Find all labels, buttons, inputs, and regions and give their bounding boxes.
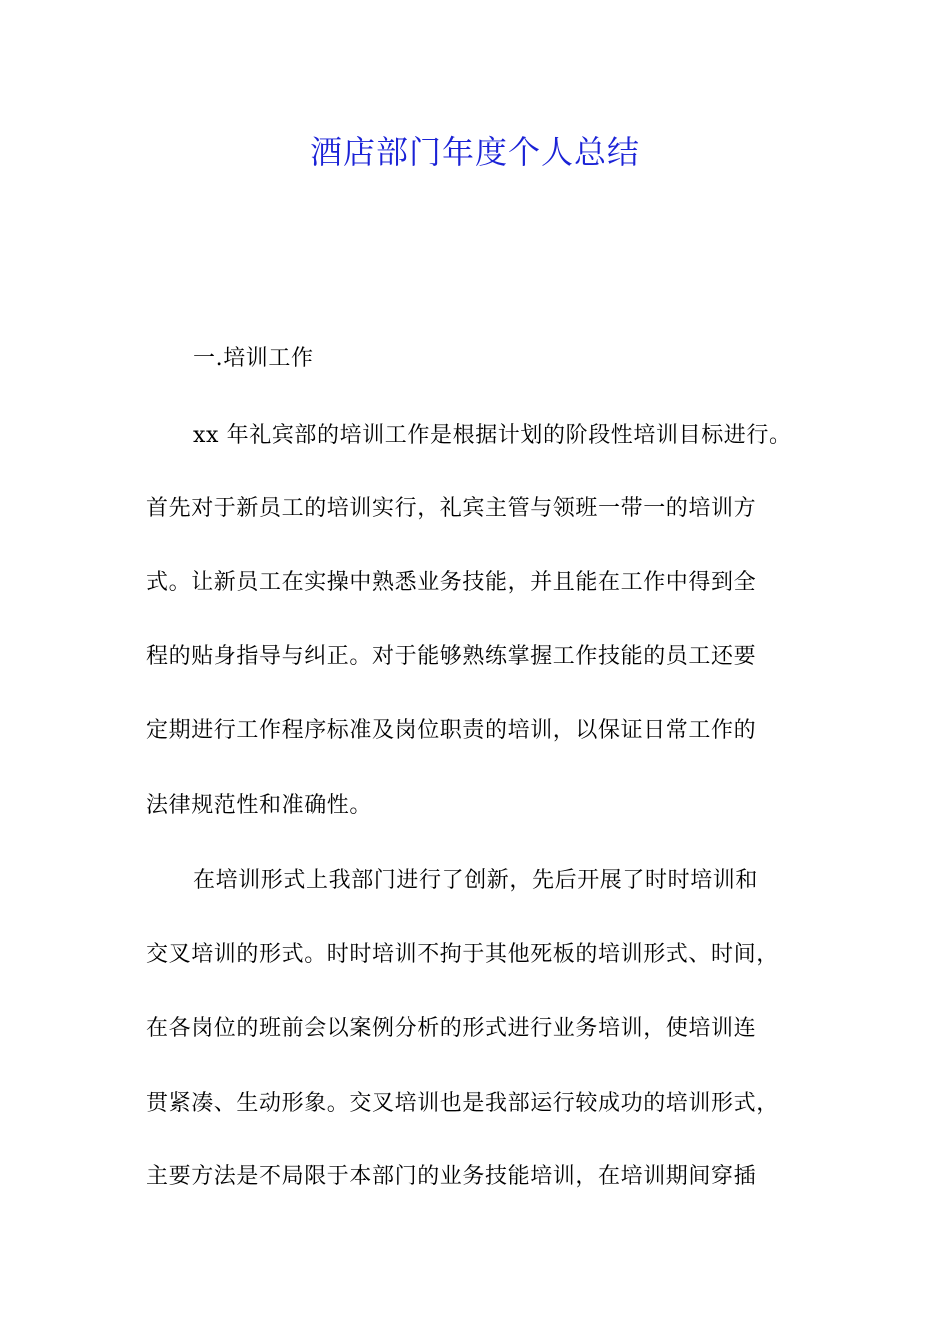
paragraph-1-line-6: 法律规范性和准确性。 bbox=[146, 793, 373, 818]
paragraph-1-line-2: 首先对于新员工的培训实行，礼宾主管与领班一带一的培训方 bbox=[146, 496, 757, 521]
document-title: 酒店部门年度个人总结 bbox=[309, 133, 640, 171]
paragraph-1-line-5: 定期进行工作程序标准及岗位职责的培训，以保证日常工作的 bbox=[146, 718, 757, 743]
paragraph-1-line-1: xx 年礼宾部的培训工作是根据计划的阶段性培训目标进行。 bbox=[193, 423, 792, 448]
paragraph-2-line-2: 交叉培训的形式。时时培训不拘于其他死板的培训形式、时间， bbox=[146, 942, 779, 967]
paragraph-2-line-4: 贯紧凑、生动形象。交叉培训也是我部运行较成功的培训形式， bbox=[146, 1091, 779, 1116]
paragraph-2-line-3: 在各岗位的班前会以案例分析的形式进行业务培训，使培训连 bbox=[146, 1016, 757, 1041]
paragraph-2-line-5: 主要方法是不局限于本部门的业务技能培训，在培训期间穿插 bbox=[146, 1164, 757, 1189]
paragraph-1-line-4: 程的贴身指导与纠正。对于能够熟练掌握工作技能的员工还要 bbox=[146, 644, 757, 669]
paragraph-2-line-1: 在培训形式上我部门进行了创新，先后开展了时时培训和 bbox=[193, 868, 759, 893]
paragraph-1-line-3: 式。让新员工在实操中熟悉业务技能，并且能在工作中得到全 bbox=[146, 570, 757, 595]
section-heading: 一.培训工作 bbox=[193, 346, 314, 371]
